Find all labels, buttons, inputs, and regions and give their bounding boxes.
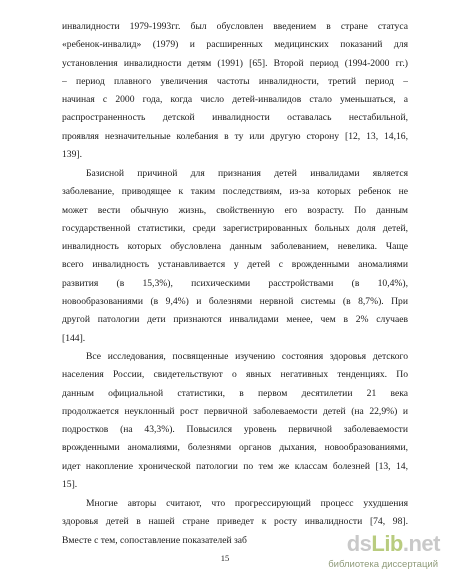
text-line: данным официальной статистики, в первом десятилетии 21 века	[62, 387, 408, 399]
text-line: развития (в 15,3%), психическими расстройствами (в 10,4%),	[62, 277, 408, 289]
page-number: 15	[220, 553, 230, 563]
watermark-brand	[347, 531, 440, 557]
text-line: – период плавного увеличения частоты инвалидности, третий период –	[62, 75, 408, 87]
text-line: инвалидности 1979-1993гг. был обусловлен введением в стране статуса	[62, 21, 408, 32]
text-line: врожденными аномалиями, болезнями органов дыхания, новообразованиями,	[62, 442, 408, 454]
text-line: Базисной причиной для признания детей инвалидами является	[86, 168, 408, 179]
text-line: инвалидность которых обусловлена данным заболеванием, невелика. Чаще	[62, 241, 408, 253]
text-line: «ребенок-инвалид» (1979) и расширенных медицинских показаний для	[62, 39, 408, 51]
paragraph-1	[62, 18, 408, 164]
text-line: государственной статистики, среди зарегистрированных больных доля детей,	[62, 222, 408, 234]
text-line: здоровья детей в нашей стране приведет к росту инвалидности [74, 98].	[62, 516, 408, 528]
text-line: проявляя незначительные колебания в ту или другую сторону [12, 13, 14,16,	[62, 130, 408, 142]
text-line: распространенность детской инвалидности оставалась нестабильной,	[62, 112, 408, 124]
text-line: населения России, свидетельствуют о явных негативных тенденциях. По	[62, 369, 408, 381]
text-line: начиная с 2000 года, когда число детей-инвалидов стало уменьшаться, а	[62, 94, 408, 106]
text-line: Вместе с тем, сопоставление показателей заб	[62, 534, 247, 546]
text-line: 139].	[62, 149, 82, 161]
text-line: новообразованиями (в 9,4%) и болезнями нервной системы (в 8,7%). При	[62, 296, 408, 308]
text-line: всего инвалидность устанавливается у детей с врожденными аномалиями	[62, 259, 408, 271]
watermark-lib: Lib	[371, 531, 403, 556]
watermark-net: .net	[402, 531, 440, 556]
text-line: продолжается неуклонный рост первичной заболеваемости детей (на 22,9%) и	[62, 405, 408, 417]
paragraph-3	[62, 348, 408, 494]
text-line: может вести обычную жизнь, свойственную его возрасту. По данным	[62, 204, 408, 216]
watermark-ds: ds	[346, 531, 372, 556]
paragraph-2	[62, 165, 408, 348]
text-line: Все исследования, посвященные изучению состояния здоровья детского	[86, 351, 408, 362]
watermark-subtitle: библиотека диссертаций	[328, 559, 438, 570]
text-line: установления инвалидности детям (1991) [65]. Второй период (1994-2000 гг.)	[62, 57, 408, 69]
text-line: подростков (на 43,3%). Повысился уровень первичной заболеваемости	[62, 424, 408, 436]
text-line: идет накопление хронической патологии по тем же классам болезней [13, 14,	[62, 460, 408, 472]
watermark-logo	[330, 531, 440, 575]
text-line: заболевание, приводящее к таким последствиям, из-за которых ребенок не	[62, 186, 408, 198]
text-line: 15].	[62, 479, 78, 491]
text-line: другой патологии дети признаются инвалидами менее, чем в 2% случаев	[62, 314, 408, 326]
text-line: [144].	[62, 332, 86, 344]
text-line: Многие авторы считают, что прогрессирующий процесс ухудшения	[86, 498, 408, 509]
